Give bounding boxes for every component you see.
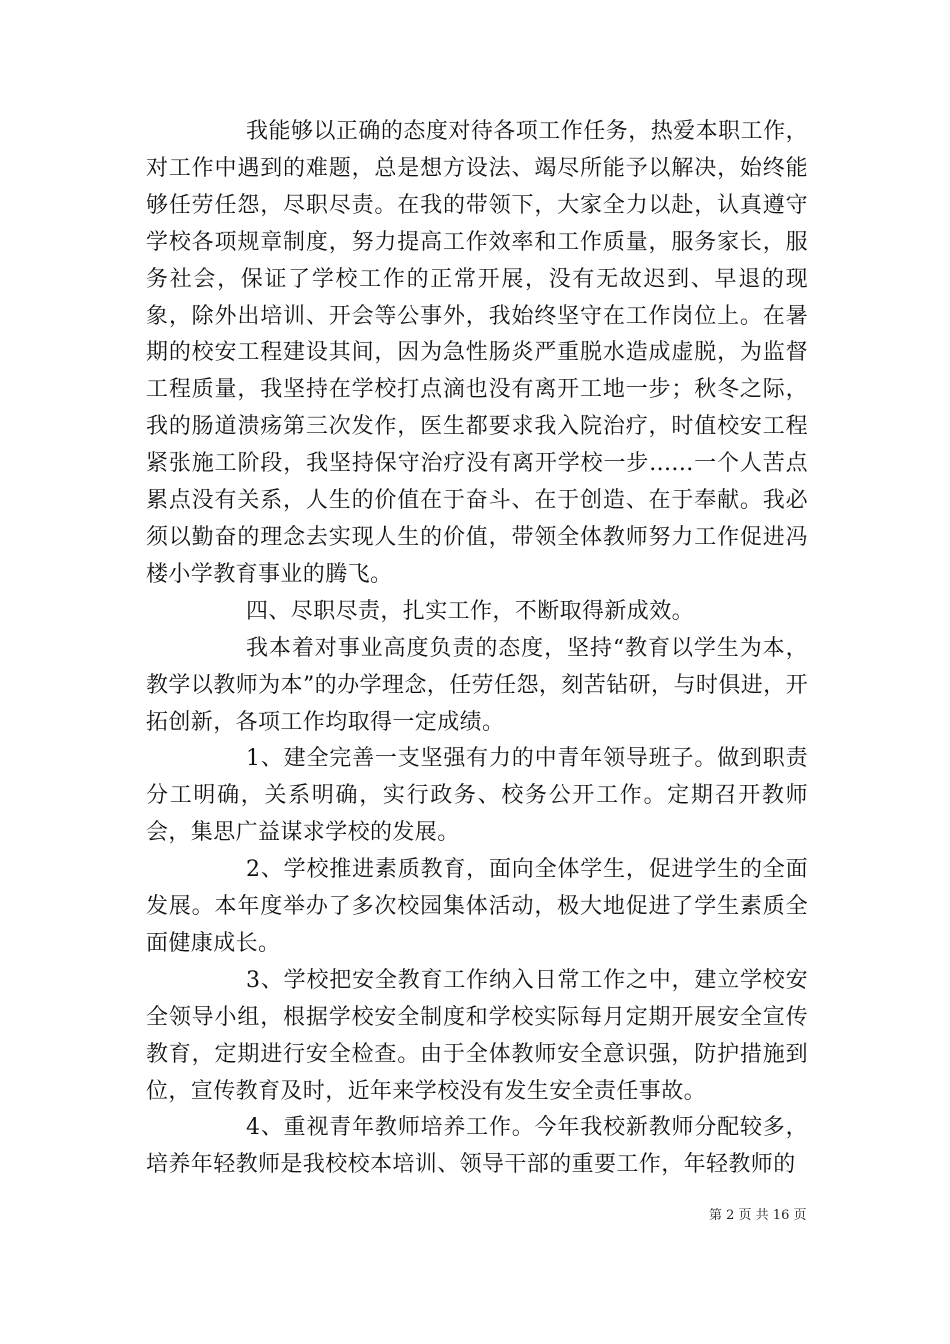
page-number-footer: 第 2 页 共 16 页 xyxy=(709,1208,807,1223)
paragraph-item-2: 2、学校推进素质教育，面向全体学生，促进学生的全面发展。本年度举办了多次校园集体活动，极大地促进了学生素质全面健康成长。 xyxy=(146,857,808,956)
paragraph-item-1: 1、建全完善一支坚强有力的中青年领导班子。做到职责分工明确，关系明确，实行政务、校务公开工作。定期召开教师会，集思广益谋求学校的发展。 xyxy=(146,746,808,846)
section-heading-four: 四、尽职尽责，扎实工作，不断取得新成效。 xyxy=(246,598,695,624)
paragraph-item-3: 3、学校把安全教育工作纳入日常工作之中，建立学校安全领导小组，根据学校安全制度和学校实际每月定期开展安全宣传教育，定期进行安全检查。由于全体教师安全意识强，防护措施到位，宣传教育及时，近年来学校没有发生安全责任事故。 xyxy=(146,967,808,1104)
paragraph-item-4: 4、重视青年教师培养工作。今年我校新教师分配较多，培养年轻教师是我校校本培训、领导干部的重要工作，年轻教师的 xyxy=(146,1115,808,1178)
paragraph-philosophy: 我本着对事业高度负责的态度，坚持“教育以学生为本，教学以教师为本”的办学理念，任劳任怨，刻苦钻研，与时俱进，开拓创新，各项工作均取得一定成绩。 xyxy=(146,635,808,735)
paragraph-work-attitude: 我能够以正确的态度对待各项工作任务，热爱本职工作，对工作中遇到的难题，总是想方设法、竭尽所能予以解决，始终能够任劳任怨，尽职尽责。在我的带领下，大家全力以赴，认真遵守学校各项规章制度，努力提高工作效率和工作质量，服务家长，服务社会，保证了学校工作的正常开展，没有无故迟到、早退的现象，除外出培训、开会等公事外，我始终坚守在工作岗位上。在暑期的校安工程建设其间，因为急性肠炎严重脱水造成虚脱，为监督工程质量，我坚持在学校打点滴也没有离开工地一步；秋冬之际，我的肠道溃疡第三次发作，医生都要求我入院治疗，时值校安工程紧张施工阶段，我坚持保守治疗没有离开学校一步......一个人苦点累点没有关系，人生的价值在于奋斗、在于创造、在于奉献。我必须以勤奋的理念去实现人生的价值，带领全体教师努力工作促进冯楼小学教育事业的腾飞。 xyxy=(146,119,808,587)
document-body xyxy=(146,114,808,1184)
